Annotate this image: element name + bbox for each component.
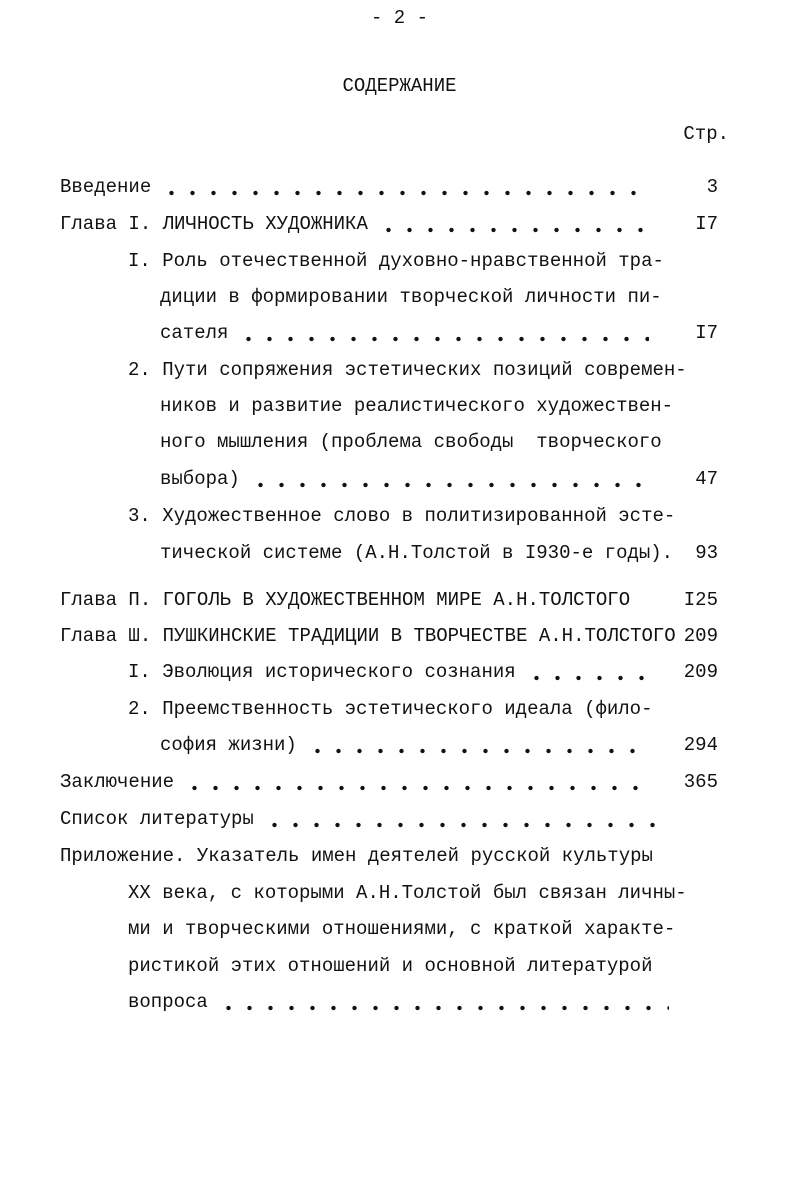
toc-entry-line: диции в формировании творческой личности пи-	[160, 286, 662, 308]
page-column-header: Стр.	[683, 123, 729, 145]
page-title: СОДЕРЖАНИЕ	[342, 75, 457, 97]
toc-page-number: 209	[683, 625, 718, 647]
toc-page-number: 3	[706, 176, 718, 198]
toc-entry-line: ристикой этих отношений и основной литературой	[128, 955, 653, 977]
toc-entry-chapter-1-section-2[interactable]	[160, 467, 659, 491]
dot-leader	[378, 212, 649, 236]
toc-entry-line: ного мышления (проблема свободы творческого	[160, 431, 662, 453]
toc-entry-line: ми и творческими отношениями, с краткой характе-	[128, 918, 676, 940]
toc-page-number: 209	[683, 661, 718, 683]
dot-leader	[264, 807, 669, 831]
toc-entry-label: сателя	[160, 322, 229, 344]
dot-leader	[307, 733, 649, 757]
toc-entry-chapter-1-section-3[interactable]: тической системе (А.Н.Толстой в I930-е годы).	[160, 542, 674, 564]
toc-entry-bibliography[interactable]	[60, 807, 669, 831]
toc-entry-line: ников и развитие реалистического художествен-	[160, 395, 674, 417]
toc-entry-chapter-3-section-2[interactable]	[160, 733, 659, 757]
toc-entry-label: Глава I. ЛИЧНОСТЬ ХУДОЖНИКА	[60, 213, 368, 235]
toc-page-number: 294	[683, 734, 718, 756]
toc-entry-line: 2. Преемственность эстетического идеала (фило-	[128, 698, 653, 720]
toc-page-number: I7	[695, 322, 718, 344]
toc-entry-appendix[interactable]	[128, 990, 669, 1014]
dot-leader	[161, 175, 649, 199]
toc-entry-label: Введение	[60, 176, 152, 198]
toc-page-number: 365	[683, 771, 718, 793]
toc-entry-line: XX века, с которыми А.Н.Толстой был связан личны-	[128, 882, 687, 904]
toc-entry-label: софия жизни)	[160, 734, 297, 756]
toc-entry-intro[interactable]	[60, 175, 659, 199]
toc-entry-label: Заключение	[60, 771, 175, 793]
dot-leader	[218, 990, 669, 1014]
toc-entry-chapter-1-section-1[interactable]	[160, 321, 659, 345]
dot-leader	[526, 660, 649, 684]
toc-entry-chapter-1[interactable]	[60, 212, 659, 236]
toc-page-number: I7	[695, 213, 718, 235]
toc-entry-line: I. Роль отечественной духовно-нравственной тра-	[128, 250, 664, 272]
toc-entry-label: I. Эволюция исторического сознания	[128, 661, 516, 683]
toc-entry-label: Список литературы	[60, 808, 254, 830]
dot-leader	[184, 770, 649, 794]
dot-leader	[238, 321, 649, 345]
toc-entry-chapter-3-section-1[interactable]	[128, 660, 659, 684]
toc-entry-chapter-3[interactable]: Глава Ш. ПУШКИНСКИЕ ТРАДИЦИИ В ТВОРЧЕСТВЕ А.Н.ТОЛСТОГО	[60, 625, 676, 647]
toc-entry-conclusion[interactable]	[60, 770, 659, 794]
toc-page-number: 93	[695, 542, 718, 564]
toc-page-number: I25	[683, 589, 718, 611]
toc-entry-line: 2. Пути сопряжения эстетических позиций современ-	[128, 359, 687, 381]
toc-page-number: 47	[695, 468, 718, 490]
dot-leader	[250, 467, 649, 491]
toc-entry-line: Приложение. Указатель имен деятелей русской культуры	[60, 845, 653, 867]
toc-entry-line: 3. Художественное слово в политизированной эсте-	[128, 505, 676, 527]
toc-entry-label: вопроса	[128, 991, 208, 1013]
page-number: - 2 -	[370, 7, 428, 29]
toc-entry-label: выбора)	[160, 468, 240, 490]
toc-entry-chapter-2[interactable]: Глава П. ГОГОЛЬ В ХУДОЖЕСТВЕННОМ МИРЕ А.Н.ТОЛСТОГО	[60, 589, 631, 611]
